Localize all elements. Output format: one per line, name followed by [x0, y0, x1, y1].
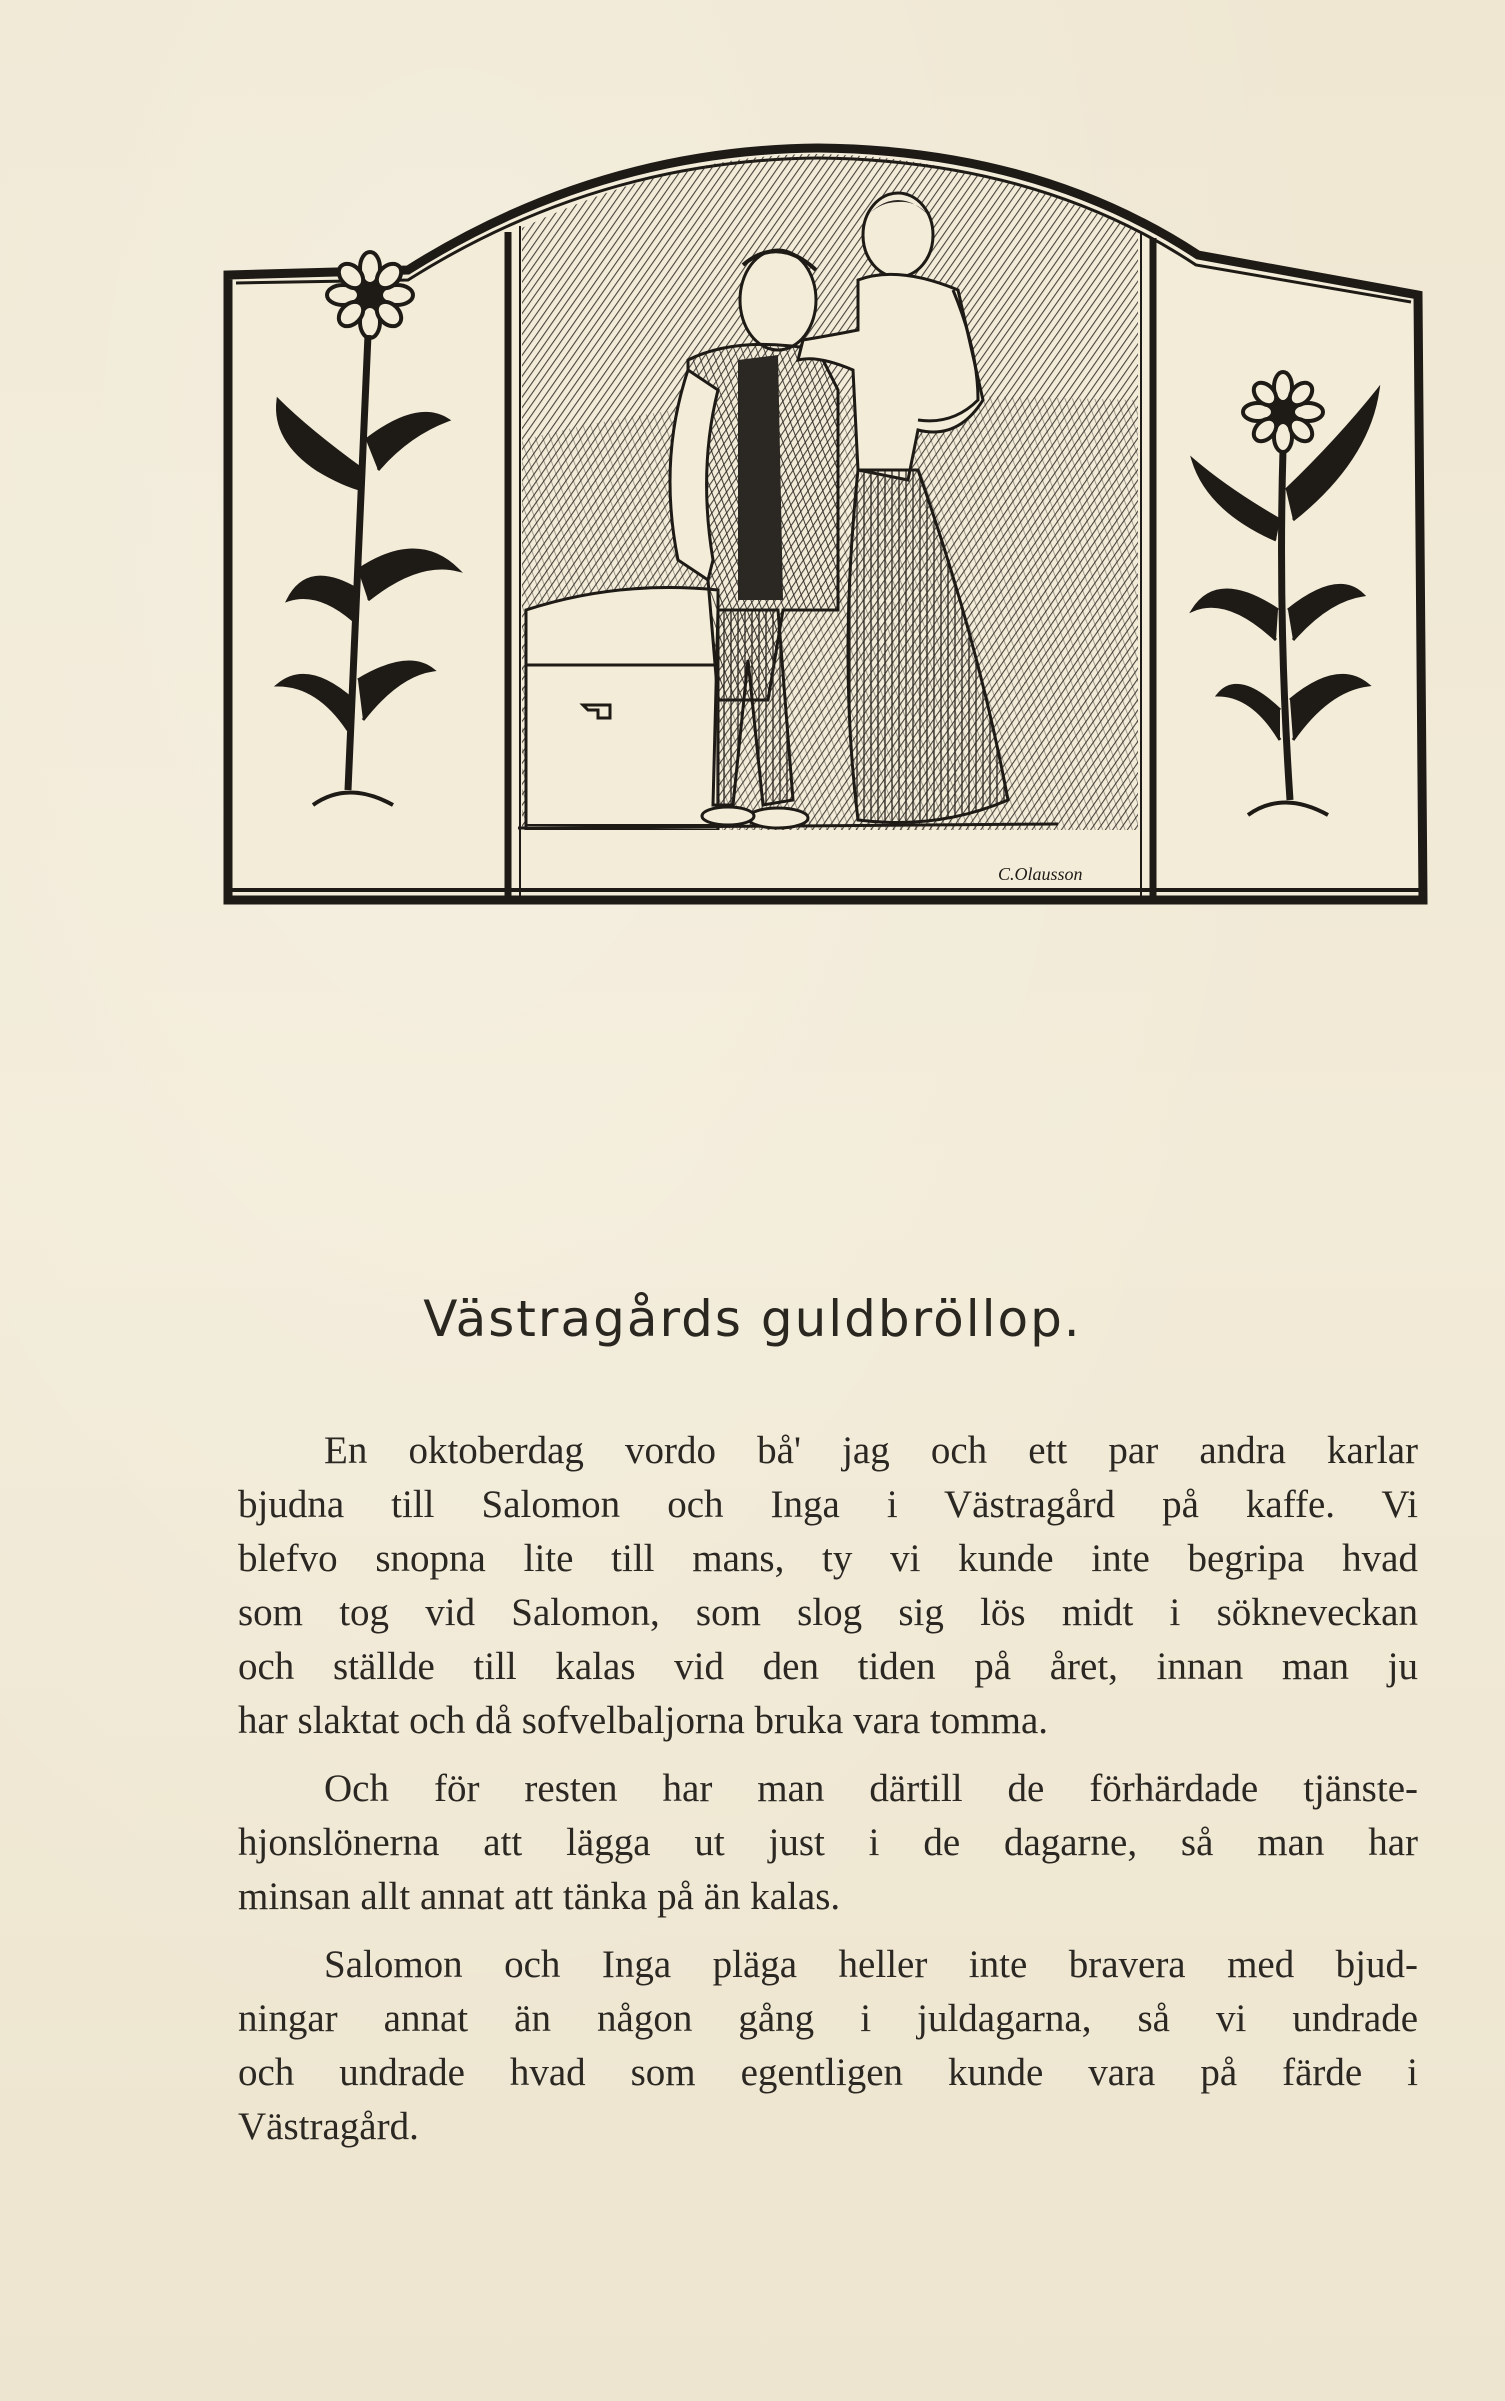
- text-line: som tog vid Salomon, som slog sig lös midt i sökneveckan: [238, 1591, 1418, 1634]
- text-line: blefvo snopna lite till mans, ty vi kunde inte begripa hvad: [238, 1537, 1418, 1580]
- artist-signature: C.Olausson: [998, 864, 1083, 884]
- text-line: Och för resten har man därtill de förhärdade tjänste-: [324, 1767, 1418, 1810]
- text-line: har slaktat och då sofvelbaljorna bruka vara tomma.: [238, 1699, 1049, 1742]
- text-line: ningar annat än någon gång i juldagarna, så vi undrade: [238, 1997, 1418, 2040]
- paragraph: [238, 1424, 1418, 1748]
- text-line: hjonslönerna att lägga ut just i de dagarne, så man har: [238, 1821, 1418, 1864]
- text-line: Västragård.: [238, 2105, 419, 2148]
- header-illustration: [218, 140, 1434, 920]
- text-line: minsan allt annat att tänka på än kalas.: [238, 1875, 841, 1918]
- paragraph: [238, 1938, 1418, 2154]
- illustration-svg: [218, 140, 1434, 920]
- chest: [526, 588, 718, 831]
- paragraph: [238, 1762, 1418, 1924]
- text-line: Salomon och Inga pläga heller inte bravera med bjud-: [324, 1943, 1418, 1986]
- body-text: [238, 1424, 1418, 2168]
- text-line: En oktoberdag vordo bå' jag och ett par andra karlar: [324, 1429, 1418, 1472]
- text-line: bjudna till Salomon och Inga i Västragård på kaffe. Vi: [238, 1483, 1418, 1526]
- text-line: och undrade hvad som egentligen kunde vara på färde i: [238, 2051, 1418, 2094]
- chapter-title: Västragårds guldbröllop.: [423, 1290, 1082, 1348]
- text-line: och ställde till kalas vid den tiden på året, innan man ju: [238, 1645, 1418, 1688]
